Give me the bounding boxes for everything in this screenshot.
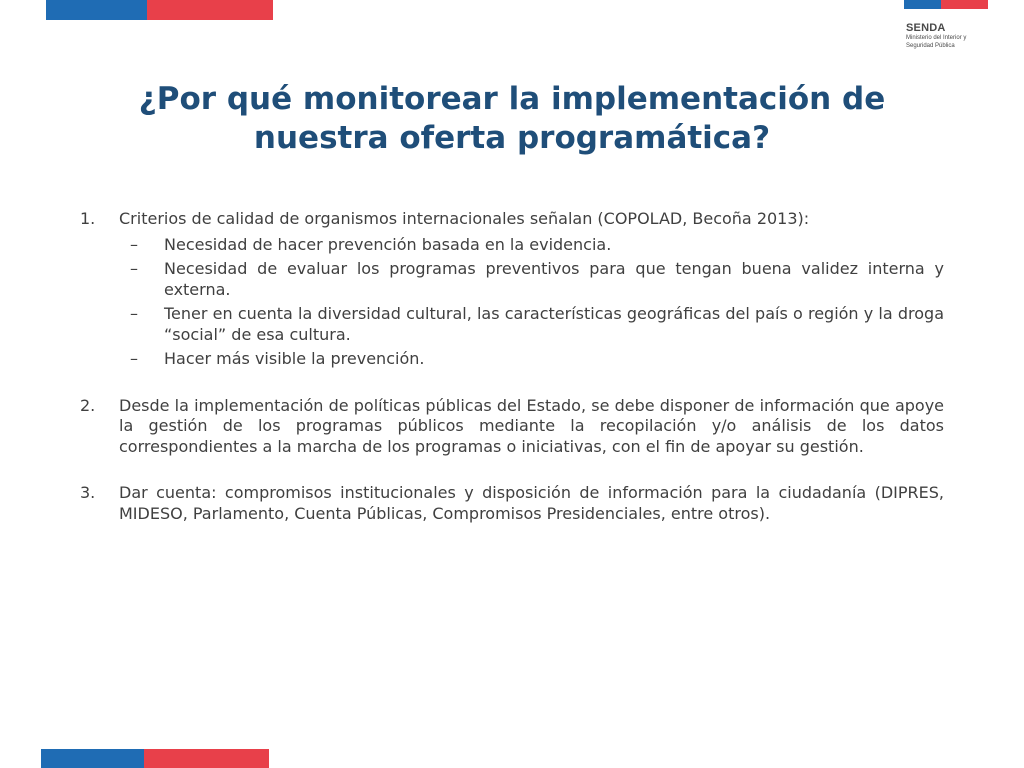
red-stripe [941, 0, 988, 9]
sub-item-text: Necesidad de evaluar los programas preventivos para que tengan buena validez interna y externa. [164, 259, 944, 299]
sub-item-dash: – [130, 259, 138, 278]
sub-item-1 [130, 235, 944, 256]
item-text: Desde la implementación de políticas públicas del Estado, se debe disponer de información que apoye la gestión de los programas públicos mediante la recopilación y/o análisis de los datos correspondientes a la marcha de los programas o iniciativas, con el fin de apoyar su gestión. [119, 395, 944, 456]
sub-item-text: Hacer más visible la prevención. [164, 349, 425, 368]
top-left-color-bar [46, 0, 273, 20]
bottom-left-color-bar [41, 749, 269, 768]
sub-item-dash: – [130, 349, 138, 368]
sub-item-2 [130, 259, 944, 300]
item-number: 1. [80, 209, 96, 228]
sub-item-3 [130, 304, 944, 345]
logo-name: SENDA [906, 22, 946, 34]
top-right-color-bar [904, 0, 988, 9]
sub-item-text: Necesidad de hacer prevención basada en la evidencia. [164, 234, 612, 254]
blue-stripe [41, 749, 144, 768]
senda-logo [906, 22, 1006, 50]
blue-stripe [46, 0, 147, 20]
sub-item-text: Tener en cuenta la diversidad cultural, las características geográficas del país o región y la droga “social” de esa cultura. [164, 304, 944, 344]
slide-content [80, 209, 944, 524]
title-line-1: ¿Por qué monitorear la implementación de [138, 81, 886, 117]
title-line-2: nuestra oferta programática? [253, 120, 771, 156]
spacer [80, 370, 944, 396]
red-stripe [144, 749, 269, 768]
list-item-1 [80, 209, 944, 230]
spacer [80, 457, 944, 483]
item-text: Dar cuenta: compromisos institucionales y disposición de información para la ciudadanía (DIPRES, MIDESO, Parlamento, Cuenta Públicas, Compromisos Presidenciales, entre otros). [119, 483, 944, 523]
list-item-2 [80, 396, 944, 458]
sub-item-4 [130, 349, 944, 370]
item-text: Criterios de calidad de organismos internacionales señalan (COPOLAD, Becoña 2013): [119, 209, 810, 228]
sub-item-dash: – [130, 234, 138, 254]
list-item-3 [80, 483, 944, 524]
item-number: 2. [80, 395, 96, 415]
red-stripe [147, 0, 273, 20]
sub-item-dash: – [130, 304, 138, 323]
item-number: 3. [80, 483, 96, 502]
slide-title [80, 80, 944, 158]
logo-subtitle: Ministerio del Interior y Seguridad Pública [906, 35, 967, 49]
blue-stripe [904, 0, 941, 9]
